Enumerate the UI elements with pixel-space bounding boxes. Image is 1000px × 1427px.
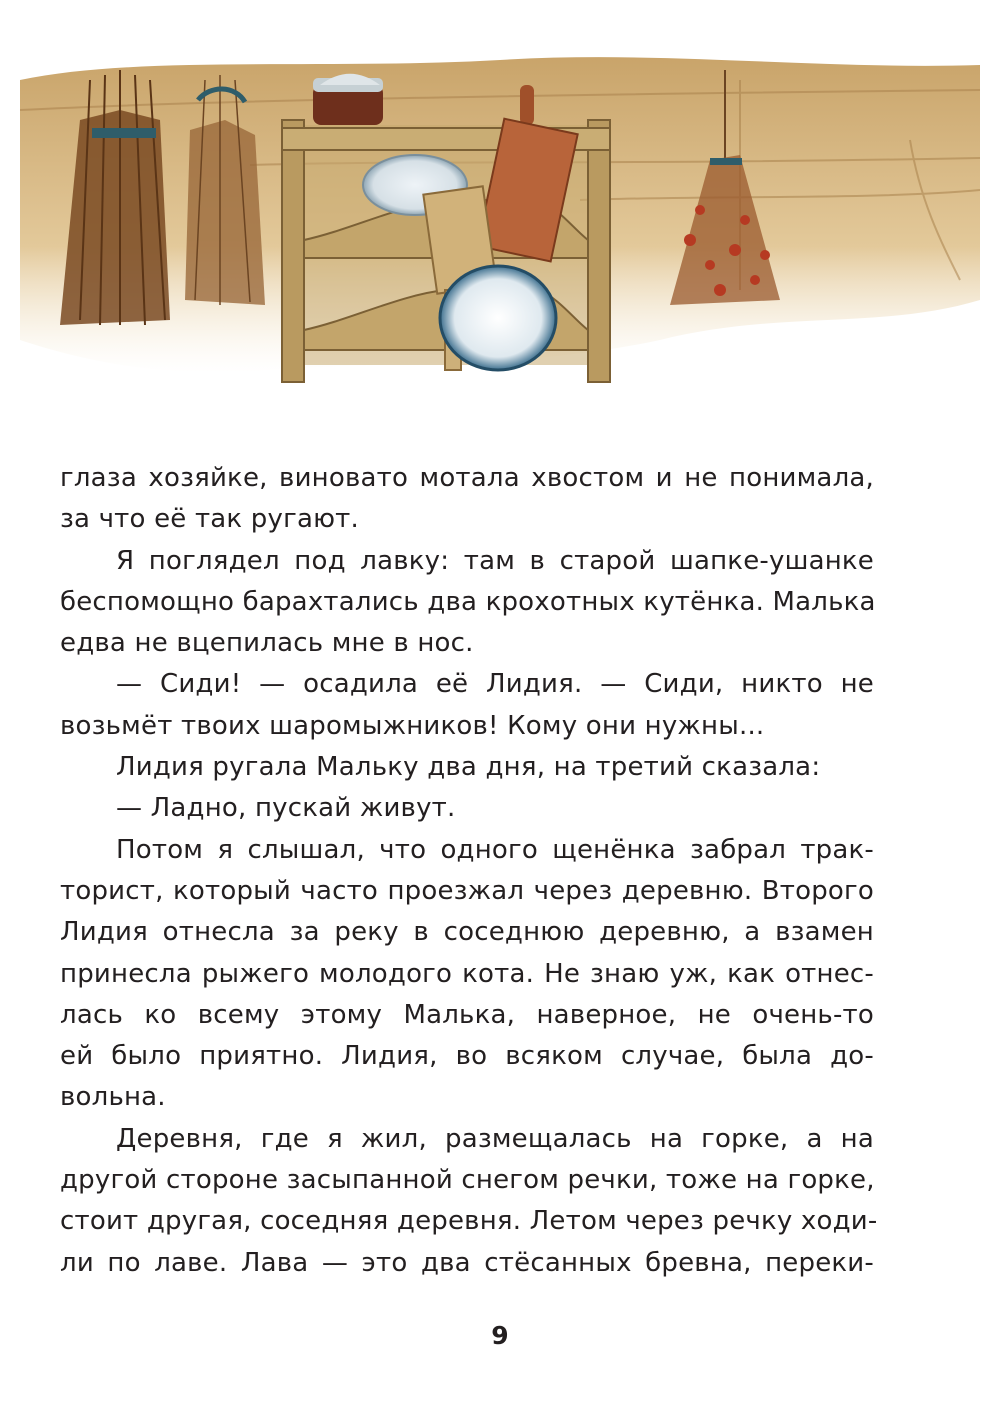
text-line: возьмёт твоих шаромыжников! Кому они нужны... — [60, 710, 765, 741]
text-line: Лидия отнесла за реку в соседнюю деревню, а взамен — [60, 917, 874, 948]
text-line: другой стороне засыпанной снегом речки, тоже на горке, — [60, 1165, 875, 1196]
text-line: — Сиди! — осадила её Лидия. — Сиди, никто не — [116, 669, 874, 700]
text-line: ей было приятно. Лидия, во всяком случае, была до- — [60, 1041, 874, 1072]
text-line: Я поглядел под лавку: там в старой шапке-ушанке — [116, 545, 874, 576]
text-line: Потом я слышал, что одного щенёнка забрал трак- — [116, 834, 874, 865]
text-line: глаза хозяйке, виновато мотала хвостом и не понимала, — [60, 463, 874, 493]
text-line: вольна. — [60, 1082, 166, 1113]
text-line: торист, который часто проезжал через деревню. Второго — [60, 875, 874, 906]
text-line: стоит другая, соседняя деревня. Летом через речку ходи- — [60, 1206, 878, 1237]
text-line: Лидия ругала Мальку два дня, на третий сказала: — [116, 752, 821, 783]
text-line: лась ко всему этому Малька, наверное, не очень-то — [60, 999, 874, 1030]
body-text — [60, 458, 878, 1284]
text-line: — Ладно, пускай живут. — [116, 793, 456, 824]
blue-bowl — [440, 266, 556, 370]
text-line: ли по лаве. Лава — это два стёсанных бревна, переки- — [60, 1247, 874, 1278]
jar-on-shelf — [313, 74, 383, 125]
page-number: 9 — [491, 1321, 509, 1350]
text-line: Деревня, где я жил, размещалась на горке, а на — [116, 1123, 874, 1154]
text-line: за что её так ругают. — [60, 504, 359, 535]
kitchen-shelf-illustration — [20, 40, 980, 385]
text-line: принесла рыжего молодого кота. Не знаю уж, как отнес- — [60, 958, 874, 989]
text-line: беспомощно барахтались два крохотных кутёнка. Малька — [60, 586, 876, 617]
text-line: едва не вцепилась мне в нос. — [60, 628, 474, 659]
